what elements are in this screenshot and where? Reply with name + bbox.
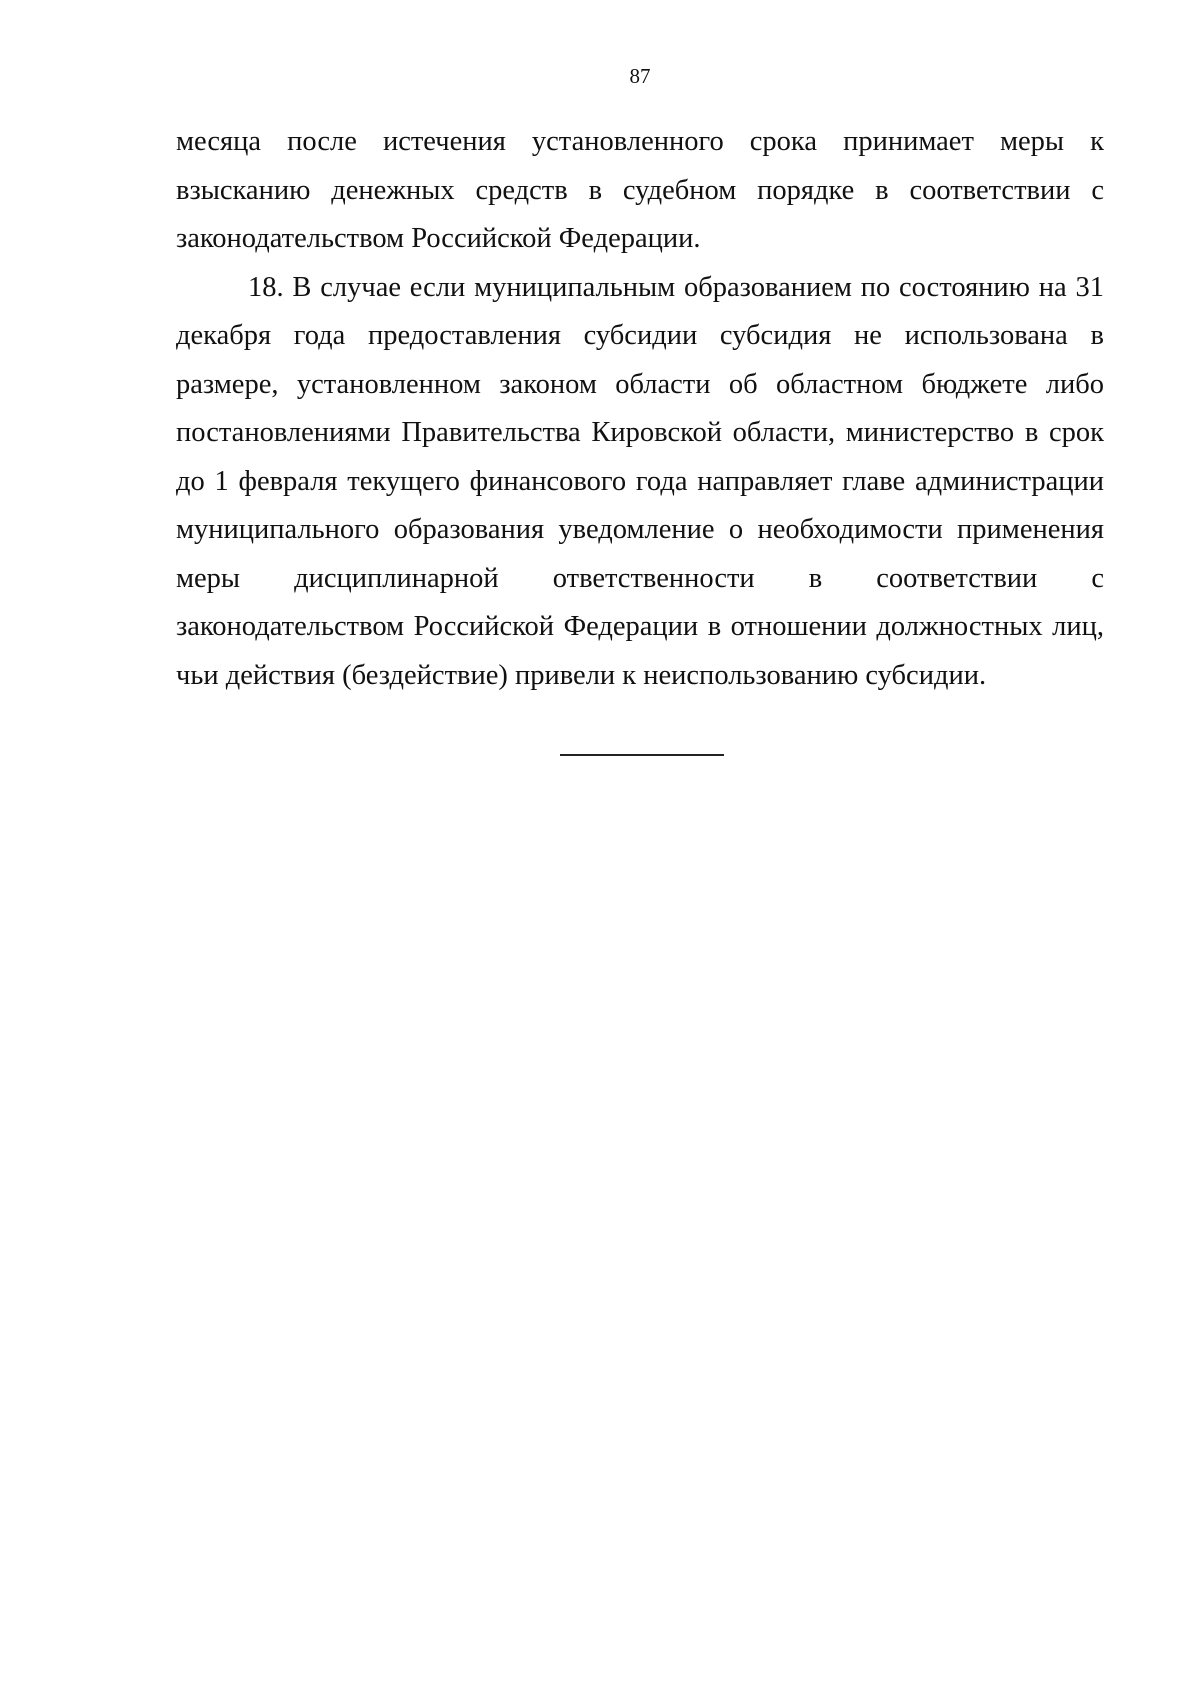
- document-body: [176, 118, 1104, 700]
- page-number: 87: [629, 64, 651, 88]
- closing-rule: [560, 754, 724, 756]
- paragraph-18: 18. В случае если муниципальным образованием по состоянию на 31 декабря года предоставления субсидии субсидия не использована в размере, установленном законом области об областном бюджете либо постановлениями Правительства Кировской области, министерство в срок до 1 февраля текущего финансового года направляет главе администрации муниципального образования уведомление о необходимости применения меры дисциплинарной ответственности в соответствии с законодательством Российской Федерации в отношении должностных лиц, чьи действия (бездействие) привели к неиспользованию субсидии.: [176, 271, 1104, 691]
- paragraph-continuation: месяца после истечения установленного срока принимает меры к взысканию денежных средств в судебном порядке в соответствии с законодательством Российской Федерации.: [176, 126, 1104, 254]
